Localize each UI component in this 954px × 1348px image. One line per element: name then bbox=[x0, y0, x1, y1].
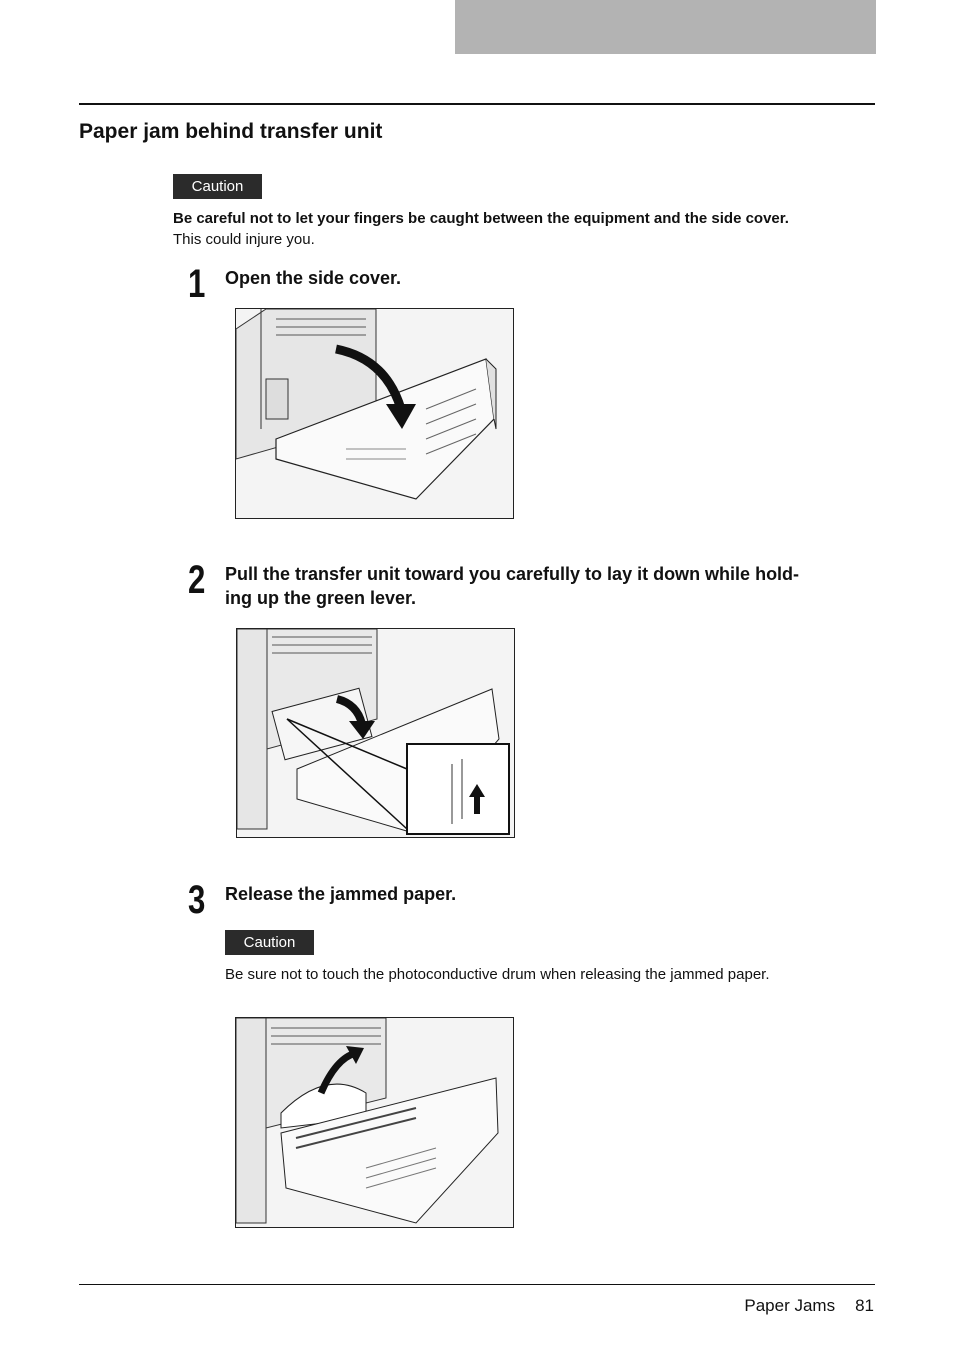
footer bbox=[744, 1296, 874, 1316]
step-text-1: Open the side cover. bbox=[225, 268, 402, 288]
step-text-3: Release the jammed paper. bbox=[225, 884, 457, 904]
figure-pull-transfer-unit bbox=[236, 628, 515, 838]
caution-warning-bold: Be careful not to let your fingers be caught between the equipment and the side cover. bbox=[173, 210, 789, 227]
figure-open-side-cover bbox=[235, 308, 514, 519]
step-number-3: 3 bbox=[188, 878, 205, 922]
page-number: 81 bbox=[855, 1296, 874, 1315]
step-number-2: 2 bbox=[188, 558, 205, 602]
top-rule bbox=[79, 103, 875, 105]
footer-chapter: Paper Jams bbox=[744, 1296, 836, 1315]
header-band bbox=[455, 0, 876, 54]
step-text-2-line2: ing up the green lever. bbox=[225, 588, 417, 608]
step3-caution-badge: Caution bbox=[225, 930, 314, 955]
step-number-1: 1 bbox=[188, 262, 205, 306]
caution-badge: Caution bbox=[173, 174, 262, 199]
figure-release-jammed-paper bbox=[235, 1017, 514, 1228]
caution-warning-text: This could injure you. bbox=[173, 231, 315, 248]
bottom-rule bbox=[79, 1284, 875, 1285]
step3-caution-text: Be sure not to touch the photoconductive drum when releasing the jammed paper. bbox=[225, 966, 770, 983]
step-text-2-line1: Pull the transfer unit toward you carefully to lay it down while hold- bbox=[225, 564, 800, 584]
section-title: Paper jam behind transfer unit bbox=[79, 120, 383, 143]
